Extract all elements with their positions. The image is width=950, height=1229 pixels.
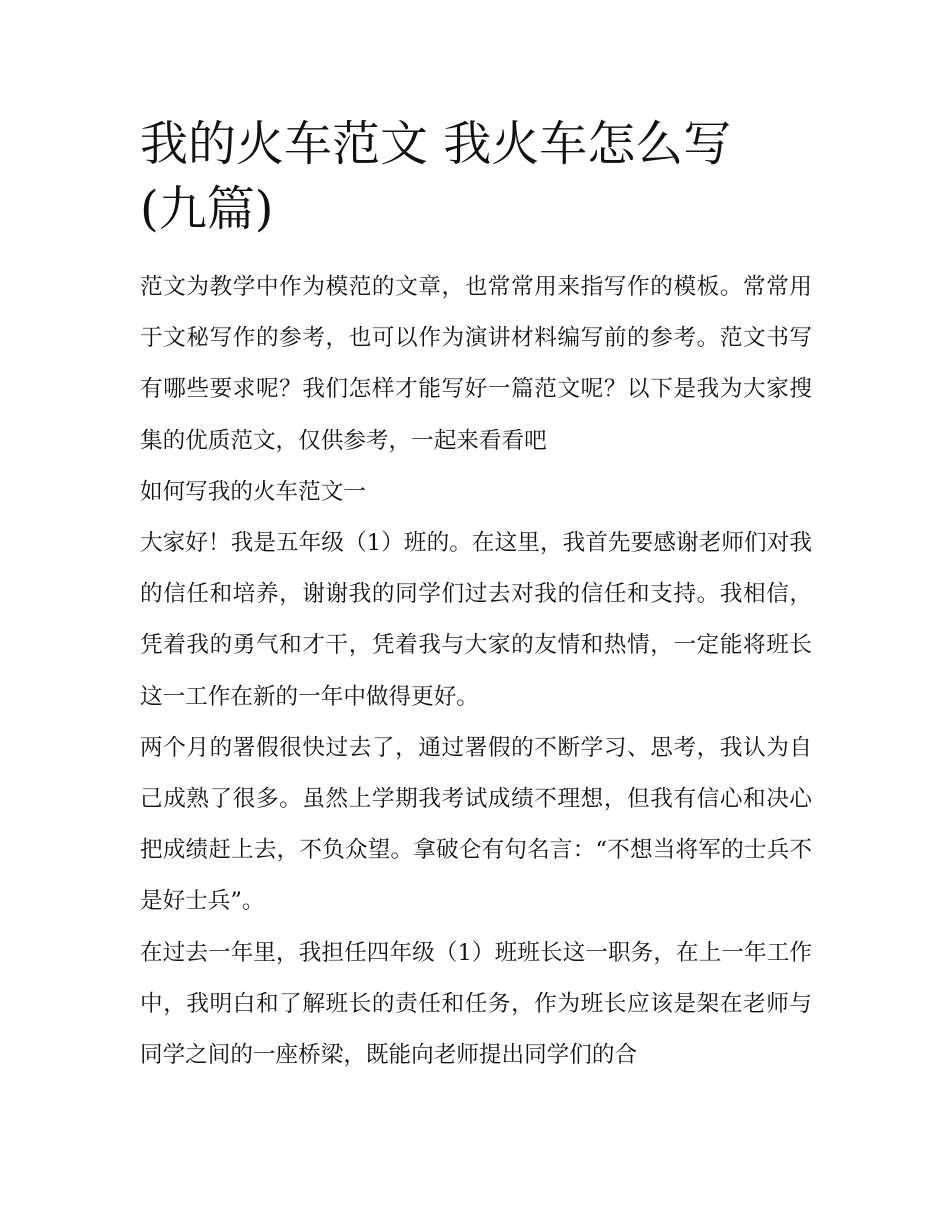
body-paragraph: 两个月的署假很快过去了，通过署假的不断学习、思考，我认为自己成熟了很多。虽然上学期我考试成绩不理想，但我有信心和决心把成绩赶上去，不负众望。拿破仑有句名言：“不想当将军的士兵不是好士兵”。 bbox=[140, 734, 812, 915]
intro-paragraph: 范文为教学中作为模范的文章，也常常用来指写作的模板。常常用于文秘写作的参考，也可以作为演讲材料编写前的参考。范文书写有哪些要求呢？我们怎样才能写好一篇范文呢？以下是我为大家搜集的优质范文，仅供参考，一起来看看吧 bbox=[140, 274, 812, 454]
body-paragraph: 大家好！我是五年级（1）班的。在这里，我首先要感谢老师们对我的信任和培养，谢谢我的同学们过去对我的信任和支持。我相信，凭着我的勇气和才干，凭着我与大家的友情和热情，一定能将班长这一工作在新的一年中做得更好。 bbox=[140, 530, 812, 710]
title-line-2: (九篇) bbox=[140, 181, 274, 237]
body-paragraph: 在过去一年里，我担任四年级（1）班班长这一职务，在上一年工作中，我明白和了解班长的责任和任务，作为班长应该是架在老师与同学之间的一座桥梁，既能向老师提出同学们的合 bbox=[140, 939, 812, 1069]
document-body bbox=[140, 262, 812, 1081]
section-heading: 如何写我的火车范文一 bbox=[140, 478, 366, 505]
document-content bbox=[140, 112, 812, 1081]
document-title bbox=[140, 112, 812, 242]
title-line-1: 我的火车范文 我火车怎么写 bbox=[140, 116, 732, 172]
